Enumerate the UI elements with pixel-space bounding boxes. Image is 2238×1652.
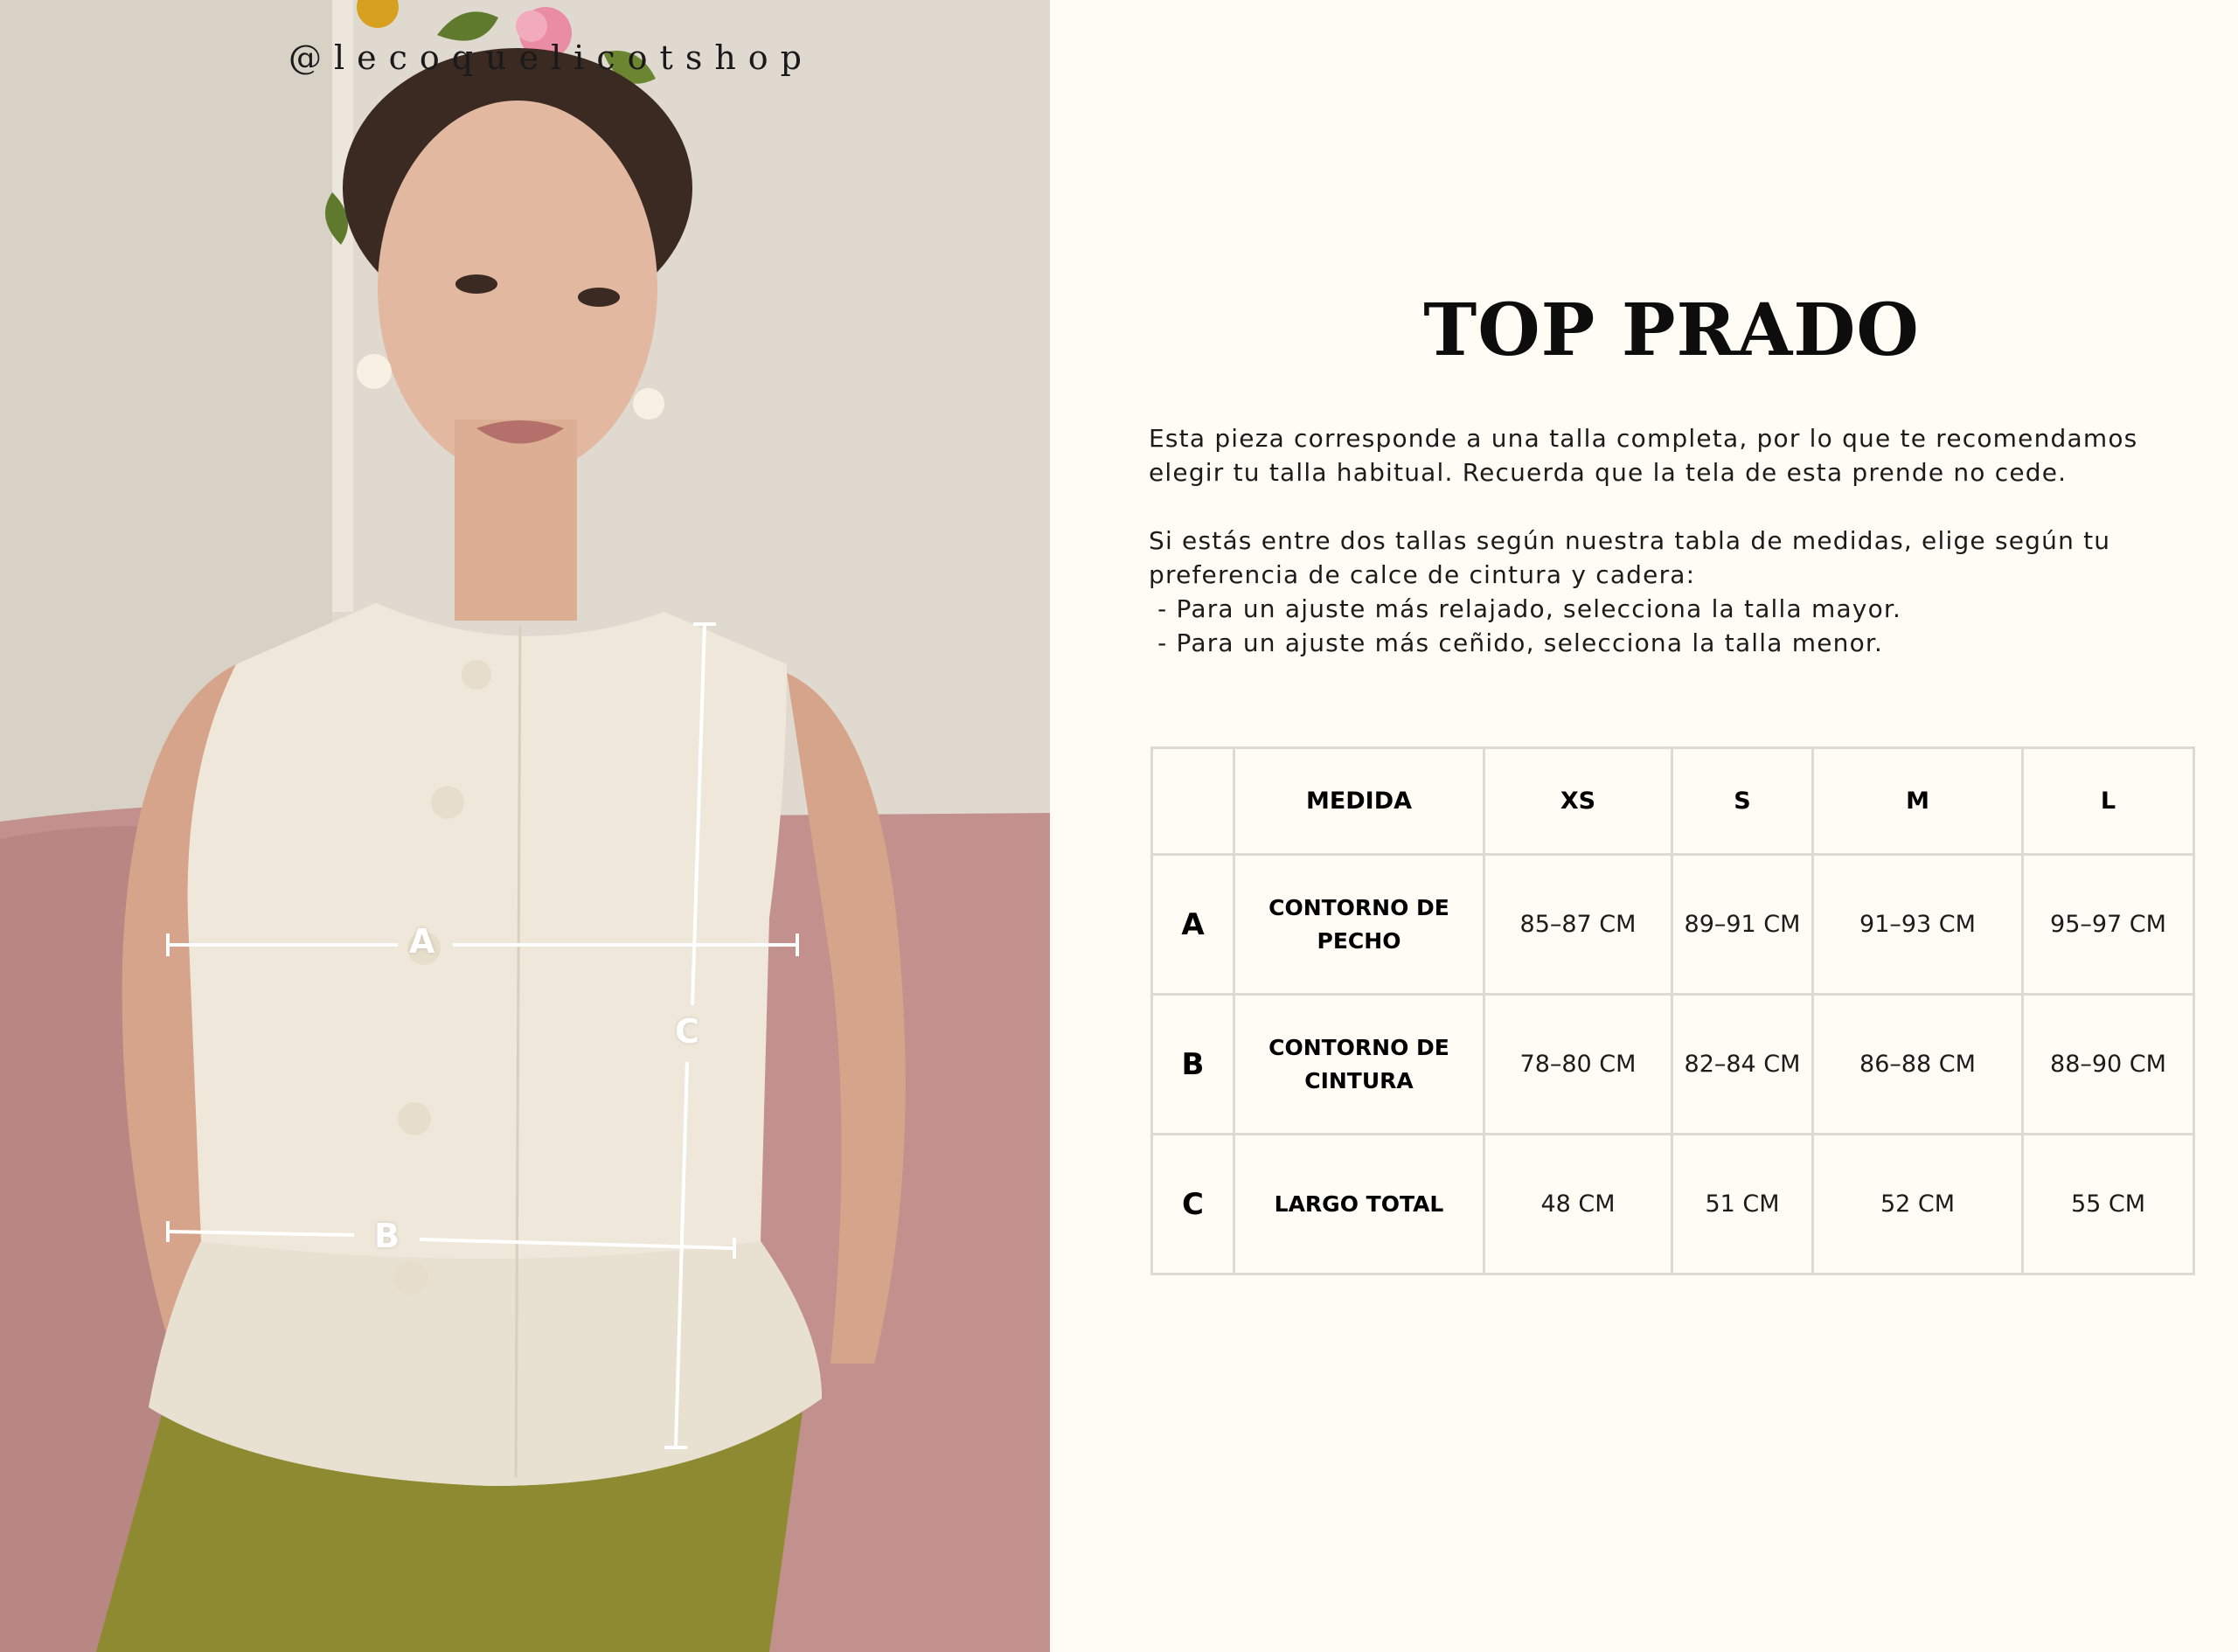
cell-value: 89–91 CM [1672, 855, 1813, 995]
cell-value: 48 CM [1484, 1135, 1672, 1274]
cell-value: 86–88 CM [1813, 995, 2023, 1135]
row-measure-name: CONTORNO DE PECHO [1234, 855, 1484, 995]
measure-marker-a: A [409, 922, 435, 961]
cell-value: 95–97 CM [2023, 855, 2194, 995]
product-title: TOP PRADO [1423, 288, 1920, 372]
table-row [1152, 995, 2194, 1135]
cell-value: 51 CM [1672, 1135, 1813, 1274]
row-key: B [1152, 995, 1234, 1135]
cell-value: 88–90 CM [2023, 995, 2194, 1135]
product-photo [0, 0, 1050, 1652]
header-medida: MEDIDA [1234, 748, 1484, 855]
header-key [1152, 748, 1234, 855]
header-m: M [1813, 748, 2023, 855]
size-table-header [1152, 748, 2194, 855]
row-key: C [1152, 1135, 1234, 1274]
table-row [1152, 1135, 2194, 1274]
advice-paragraph-1: Esta pieza corresponde a una talla completa, por lo que te recomendamos elegir tu talla habitual. Recuerda que la tela de esta prende no cede. [1149, 424, 2138, 487]
advice-bullet-relaxed: - Para un ajuste más relajado, selecciona la talla mayor. [1149, 594, 1902, 623]
header-s: S [1672, 748, 1813, 855]
shop-handle: @lecoquelicotshop [288, 38, 815, 77]
header-l: L [2023, 748, 2194, 855]
header-xs: XS [1484, 748, 1672, 855]
size-advice [1149, 421, 2207, 660]
row-measure-name: LARGO TOTAL [1234, 1135, 1484, 1274]
cell-value: 91–93 CM [1813, 855, 2023, 995]
cell-value: 82–84 CM [1672, 995, 1813, 1135]
cell-value: 78–80 CM [1484, 995, 1672, 1135]
row-measure-name: CONTORNO DE CINTURA [1234, 995, 1484, 1135]
photo-illustration [0, 0, 1050, 1652]
cell-value: 55 CM [2023, 1135, 2194, 1274]
size-table [1150, 746, 2195, 1275]
cell-value: 52 CM [1813, 1135, 2023, 1274]
cell-value: 85–87 CM [1484, 855, 1672, 995]
measure-marker-c: C [675, 1012, 699, 1051]
advice-paragraph-2: Si estás entre dos tallas según nuestra tabla de medidas, elige según tu preferencia de calce de cintura y cadera: [1149, 526, 2111, 589]
row-key: A [1152, 855, 1234, 995]
advice-bullet-fitted: - Para un ajuste más ceñido, selecciona la talla menor. [1149, 628, 1884, 657]
table-row [1152, 855, 2194, 995]
measure-marker-b: B [374, 1217, 400, 1255]
